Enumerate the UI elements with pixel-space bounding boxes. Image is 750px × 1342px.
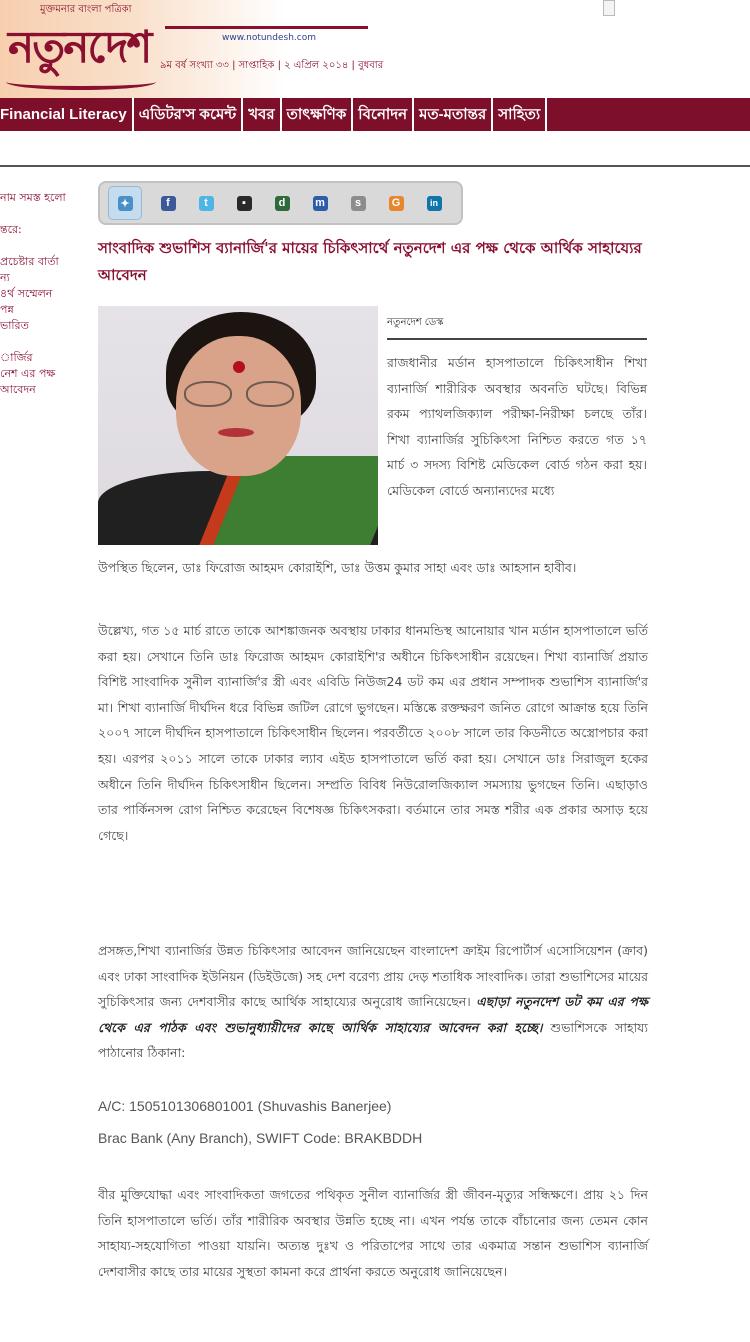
myspace-share-button[interactable]: [308, 191, 332, 215]
document-icon[interactable]: [603, 0, 615, 16]
sidebar: [0, 190, 90, 398]
delicious-share-button[interactable]: [232, 191, 256, 215]
article-paragraph: উল্লেখ্য, গত ১৫ মার্চ রাতে তাকে আশঙ্কাজনক অবস্থায় ঢাকার ধানমন্ডিস্থ আনোয়ার খান মর্ডান হাসপাতালে ভর্তি করা হয়। সেখানে তিনি ডাঃ ফিরোজ আহমদ কোরাইশি'র অধীনে চিকিৎসাধীন রয়েছেন। শিখা ব্যানার্জি প্রয়াত বিশিষ্ট সাংবাদিক সুনীল ব্যানার্জি'র স্ত্রী এবং এবিডি নিউজ24 ডট কম এর প্রধান সম্পাদক শুভাশিস ব্যানার্জি'র মা। শিখা ব্যানার্জি দীর্ঘদিন ধরে বিভিন্ন জটিল রোগে ভুগছেন। মস্তিষ্কে রক্তক্ষরণ জনিত রোগে আক্রান্ত হয়ে তিনি ২০০৭ সালে দীর্ঘদিন হাসপাতালে চিকিৎসাধীন ছিলেন। পরবর্তীতে ২০০৮ সালে তার কিডনীতে অস্ত্রোপচার করা হয়। এরপর ২০১১ সালে তাকে ঢাকার ল্যাব এইড হাসপাতালে ভর্তি করা হয়। সেখানে ডাঃ সিরাজুল হকের অধীনে তিনি দীর্ঘদিন চিকিৎসাধীন ছিলেন। সম্প্রতি বিবিধ নিউরোলজিক্যাল সমস্যায় ভুগছেন তিনি। এছাড়াও তার পার্কিনসন্স রোগ নিশ্চিত করেছেন বিশেষজ্ঞ চিকিৎসকরা। বর্তমানে তার সমস্ত শরীর এক প্রকার অসাড় হয়ে গেছে।: [98, 623, 649, 843]
share-icon: ✦: [118, 196, 133, 211]
sidebar-link[interactable]: [0, 206, 90, 222]
site-url[interactable]: www.notundesh.com: [222, 33, 316, 43]
article-paragraph: রাজধানীর মর্ডান হাসপাতালে চিকিৎসাধীন শিখা ব্যানার্জি শারীরিক অবস্থার অবনতি ঘটছে। বিভিন্ন রকম প্যাথলজিক্যাল পরীক্ষা-নিরীক্ষা চলছে তাঁর। শিখা ব্যানার্জির সুচিকিৎসা নিশ্চিত করতে গত ১৭ মার্চ ৩ সদস্য বিশিষ্ট মেডিকেল বোর্ড গঠন করা হয়। মেডিকেল বোর্ডে অন্যান্যদের মধ্যে: [387, 355, 647, 498]
bank-details: Brac Bank (Any Branch), SWIFT Code: BRAKBDDH: [98, 1130, 423, 1146]
sidebar-link[interactable]: ন্য: [0, 271, 10, 284]
masthead-rule: [165, 26, 368, 29]
nav-item-editors-comment[interactable]: এডিটর'স কমেন্ট: [132, 98, 241, 131]
bank-account-number: A/C: 1505101306801001 (Shuvashis Banerjee): [98, 1098, 392, 1114]
sidebar-link[interactable]: [0, 238, 90, 254]
article-paragraph: [98, 938, 648, 1066]
paragraph-text: শুভাশিসকে সাহায্য পাঠানোর ঠিকানা:: [98, 1019, 648, 1061]
digg-share-button[interactable]: [270, 191, 294, 215]
sidebar-link[interactable]: নাম সমস্ত হলো: [0, 191, 66, 204]
linkedin-share-button[interactable]: [422, 191, 446, 215]
photo-lips: [218, 428, 254, 437]
issue-info: ৯ম বর্ষ সংখ্যা ৩৩ | সাপ্তাহিক | ২ এপ্রিল ২০১৪ | বুধবার: [160, 60, 384, 71]
myspace-icon: m: [313, 196, 328, 211]
nav-item-opinion[interactable]: মত-মতান্তর: [412, 98, 491, 131]
sidebar-link[interactable]: ভারিত: [0, 319, 29, 332]
facebook-icon: f: [161, 196, 176, 211]
sidebar-link[interactable]: পন্ন: [0, 303, 14, 316]
main-nav: [0, 98, 750, 131]
nav-divider: [545, 98, 551, 131]
logo-swash: [6, 74, 156, 90]
facebook-share-button[interactable]: [156, 191, 180, 215]
twitter-share-button[interactable]: [194, 191, 218, 215]
nav-item-literature[interactable]: সাহিত্য: [491, 98, 545, 131]
photo-bindi: [233, 361, 245, 373]
appeal-highlight: এছাড়া নতুনদেশ ডট কম এর পক্ষ থেকে এর পাঠক এবং শুভানুধ্যায়ীদের কাছে আর্থিক সাহায্যের আবেদন করা হচ্ছে।: [98, 994, 648, 1035]
article-paragraph: উপস্থিত ছিলেন, ডাঃ ফিরোজ আহমদ কোরাইশি, ডাঃ উত্তম কুমার সাহা এবং ডাঃ আহসান হাবীব।: [98, 560, 577, 575]
article-paragraph: বীর মুক্তিযোদ্ধা এবং সাংবাদিকতা জগতের পথিকৃত সুনীল ব্যানার্জির স্ত্রী জীবন-মৃত্যুর সন্ধিক্ষণে। প্রায় ২১ দিন তিনি হাসপাতালে ভর্তি। তাঁর শারীরিক অবস্থার উন্নতি হচ্ছে না। এখন পর্যন্ত তাকে বাঁচানোর জন্য তেমন কোন সাহায্য-সহযোগিতা পাওয়া যায়নি। অত্যন্ত দুঃখ ও পরিতাপের সাথে তার একমাত্র সন্তান শুভাশিস ব্যানার্জি দেশবাসীর কাছে তার মায়ের সুস্থতা কামনা করে প্রার্থনা করতে অনুরোধ জানিয়েছেন।: [98, 1187, 648, 1279]
sidebar-link[interactable]: ার্জির: [0, 351, 33, 364]
article-headline: সাংবাদিক শুভাশিস ব্যানার্জি'র মায়ের চিকিৎসার্থে নতুনদেশ এর পক্ষ থেকে আর্থিক সাহায্যের আবেদন: [98, 239, 642, 284]
nav-item-entertainment[interactable]: বিনোদন: [351, 98, 412, 131]
sidebar-link[interactable]: নেশ এর পক্ষ: [0, 367, 56, 380]
twitter-icon: t: [199, 196, 214, 211]
digg-icon: d: [275, 196, 290, 211]
paragraph-text: প্রসঙ্গত,শিখা ব্যানার্জির উন্নত চিকিৎসার আবেদন জানিয়েছেন বাংলাদেশ ক্রাইম রিপোর্টার্স এসোসিয়েশন (ক্রাব) এবং ঢাকা সাংবাদিক ইউনিয়ন (ডিইউজে) সহ দেশ বরেণ্য প্রায় দেড় শতাধিক সাংবাদিক। তারা শুভাশিসের মায়ের সুচিকিৎসার জন্য দেশবাসীর কাছে আর্থিক সাহায্যের অনুরোধ জানিয়েছেন।: [98, 943, 648, 1010]
article-byline: নতুনদেশ ডেস্ক: [387, 317, 444, 328]
site-logo[interactable]: নতুনদেশ: [8, 22, 151, 73]
nav-item-instant[interactable]: তাৎক্ষণিক: [280, 98, 352, 131]
share-toolbar: [98, 181, 463, 225]
site-tagline: মুক্তমনার বাংলা পত্রিকা: [40, 4, 132, 15]
header-divider: [0, 165, 750, 167]
sidebar-link[interactable]: [0, 334, 90, 350]
article-photo: [98, 306, 378, 545]
sidebar-link[interactable]: ন্তরে:: [0, 223, 22, 236]
masthead: [0, 0, 750, 98]
nav-item-news[interactable]: খবর: [241, 98, 279, 131]
google-share-button[interactable]: [384, 191, 408, 215]
share-button[interactable]: [108, 186, 142, 220]
photo-glasses: [180, 381, 298, 409]
linkedin-icon: in: [427, 196, 442, 211]
byline-rule: [387, 338, 647, 340]
nav-item-financial-literacy[interactable]: Financial Literacy: [0, 106, 127, 123]
sidebar-link[interactable]: আবেদন: [0, 383, 36, 396]
stumbleupon-share-button[interactable]: [346, 191, 370, 215]
google-icon: G: [389, 196, 404, 211]
sidebar-link[interactable]: ৪র্থ সম্মেলন: [0, 287, 53, 300]
stumbleupon-icon: s: [351, 196, 366, 211]
sidebar-link[interactable]: প্রচেষ্টার বার্তা: [0, 255, 59, 268]
delicious-icon: ▪: [237, 196, 252, 211]
